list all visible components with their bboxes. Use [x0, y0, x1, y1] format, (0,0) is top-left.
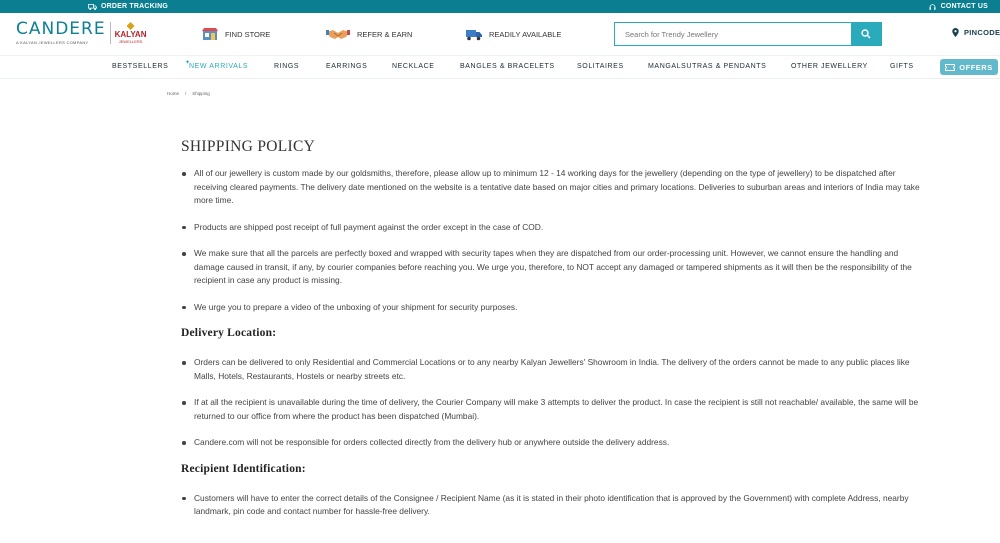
location-pin-icon: [952, 28, 959, 37]
headset-icon: [928, 3, 937, 11]
list-item: All of our jewellery is custom made by our goldsmiths, therefore, please allow up to minimum 12 - 14 working days for the jewellery (depending on the type of jewellery) to be dispatched after receiving cleared payments. The delivery date mentioned on the website is a tentative date based on major cities and primary locations. Deliveries to suburban areas and interiors of India may take more time.: [181, 167, 926, 208]
header: [0, 13, 1000, 56]
recipient-list: [181, 492, 926, 519]
brand-name: CANDERE: [16, 19, 106, 39]
search-bar: [614, 22, 882, 46]
list-item: If at all the recipient is unavailable during the time of delivery, the Courier Company will make 3 attempts to deliver the product. In case the recipient is still not reachable/ available, the same will be returned to our office from where the product has been dispatched (Mumbai).: [181, 396, 926, 423]
list-item: We make sure that all the parcels are perfectly boxed and wrapped with security tapes when they are dispatched from our order-processing unit. However, we cannot ensure the handling and damage caused in transit, if any, by courier companies before reaching you. We urge you, therefore, to NOT accept any damaged or tampered shipments as it will then be the responsibility of the recipient in case any product is missing.: [181, 247, 926, 288]
nav-solitaires[interactable]: SOLITAIRES: [577, 63, 624, 70]
nav-gifts[interactable]: GIFTS: [890, 63, 914, 70]
logo-divider: [110, 22, 111, 44]
contact-us-link[interactable]: [928, 3, 988, 11]
breadcrumb: [167, 91, 210, 96]
policy-content: [181, 138, 926, 532]
list-item: Orders can be delivered to only Residential and Commercial Locations or to any nearby Kalyan Jewellers' Showroom in India. The delivery of the orders cannot be made to any public places like Malls, Hotels, Restaurants, Hostels or nearby streets etc.: [181, 356, 926, 383]
recipient-identification-heading: Recipient Identification:: [181, 462, 306, 475]
find-store-link[interactable]: FIND STORE: [201, 27, 270, 41]
list-item: Candere.com will not be responsible for orders collected directly from the delivery hub or anywhere outside the delivery address.: [181, 436, 926, 450]
delivery-truck-icon: [465, 27, 483, 41]
delivery-list: [181, 356, 926, 450]
search-input[interactable]: [615, 23, 851, 45]
nav-new-arrivals[interactable]: ✦ NEW ARRIVALS: [185, 60, 249, 70]
contact-us-label: CONTACT US: [940, 3, 988, 10]
kalyan-logo: KALYAN JEWELLERS: [115, 22, 147, 44]
delivery-location-heading: Delivery Location:: [181, 327, 277, 339]
search-button[interactable]: [851, 23, 881, 45]
nav-mangalsutras-pendants[interactable]: MANGALSUTRAS & PENDANTS: [648, 63, 767, 70]
ticket-icon: [945, 64, 955, 71]
nav-earrings[interactable]: EARRINGS: [326, 63, 368, 70]
nav-other-jewellery[interactable]: OTHER JEWELLERY: [791, 63, 868, 70]
nav-bestsellers[interactable]: BESTSELLERS: [112, 63, 169, 70]
sparkle-icon: ✦: [185, 60, 191, 66]
refer-earn-link[interactable]: REFER & EARN: [325, 27, 412, 41]
order-tracking-link[interactable]: [88, 3, 168, 11]
pincode-selector[interactable]: PINCODE: [952, 28, 1000, 37]
truck-icon: [88, 3, 97, 11]
shipping-list: [181, 167, 926, 314]
list-item: We urge you to prepare a video of the unboxing of your shipment for security purposes.: [181, 301, 926, 315]
order-tracking-label: ORDER TRACKING: [101, 3, 168, 10]
nav-necklace[interactable]: NECKLACE: [392, 63, 435, 70]
store-icon: [201, 27, 219, 41]
breadcrumb-current: Shipping: [192, 91, 210, 96]
brand-tagline: A KALYAN JEWELLERS COMPANY: [16, 40, 89, 45]
nav-rings[interactable]: RINGS: [274, 63, 300, 70]
offers-button[interactable]: OFFERS: [940, 59, 998, 75]
list-item: Customers will have to enter the correct details of the Consignee / Recipient Name (as it is stated in their photo identification that is approved by the Government) with complete Address, nearby landmark, pin code and contact number for hassle-free delivery.: [181, 492, 926, 519]
readily-available-link[interactable]: READILY AVAILABLE: [465, 27, 561, 41]
list-item: Products are shipped post receipt of full payment against the order except in the case of COD.: [181, 221, 926, 235]
page-title: SHIPPING POLICY: [181, 138, 316, 155]
site-logo[interactable]: [16, 21, 146, 45]
search-icon: [861, 29, 871, 39]
kalyan-emblem-icon: [127, 22, 135, 30]
breadcrumb-home[interactable]: Home: [167, 91, 180, 96]
top-bar: [0, 0, 1000, 13]
breadcrumb-separator: /: [185, 91, 187, 96]
nav-bangles-bracelets[interactable]: BANGLES & BRACELETS: [460, 63, 555, 70]
main-nav: [0, 56, 1000, 79]
handshake-icon: [325, 27, 351, 41]
